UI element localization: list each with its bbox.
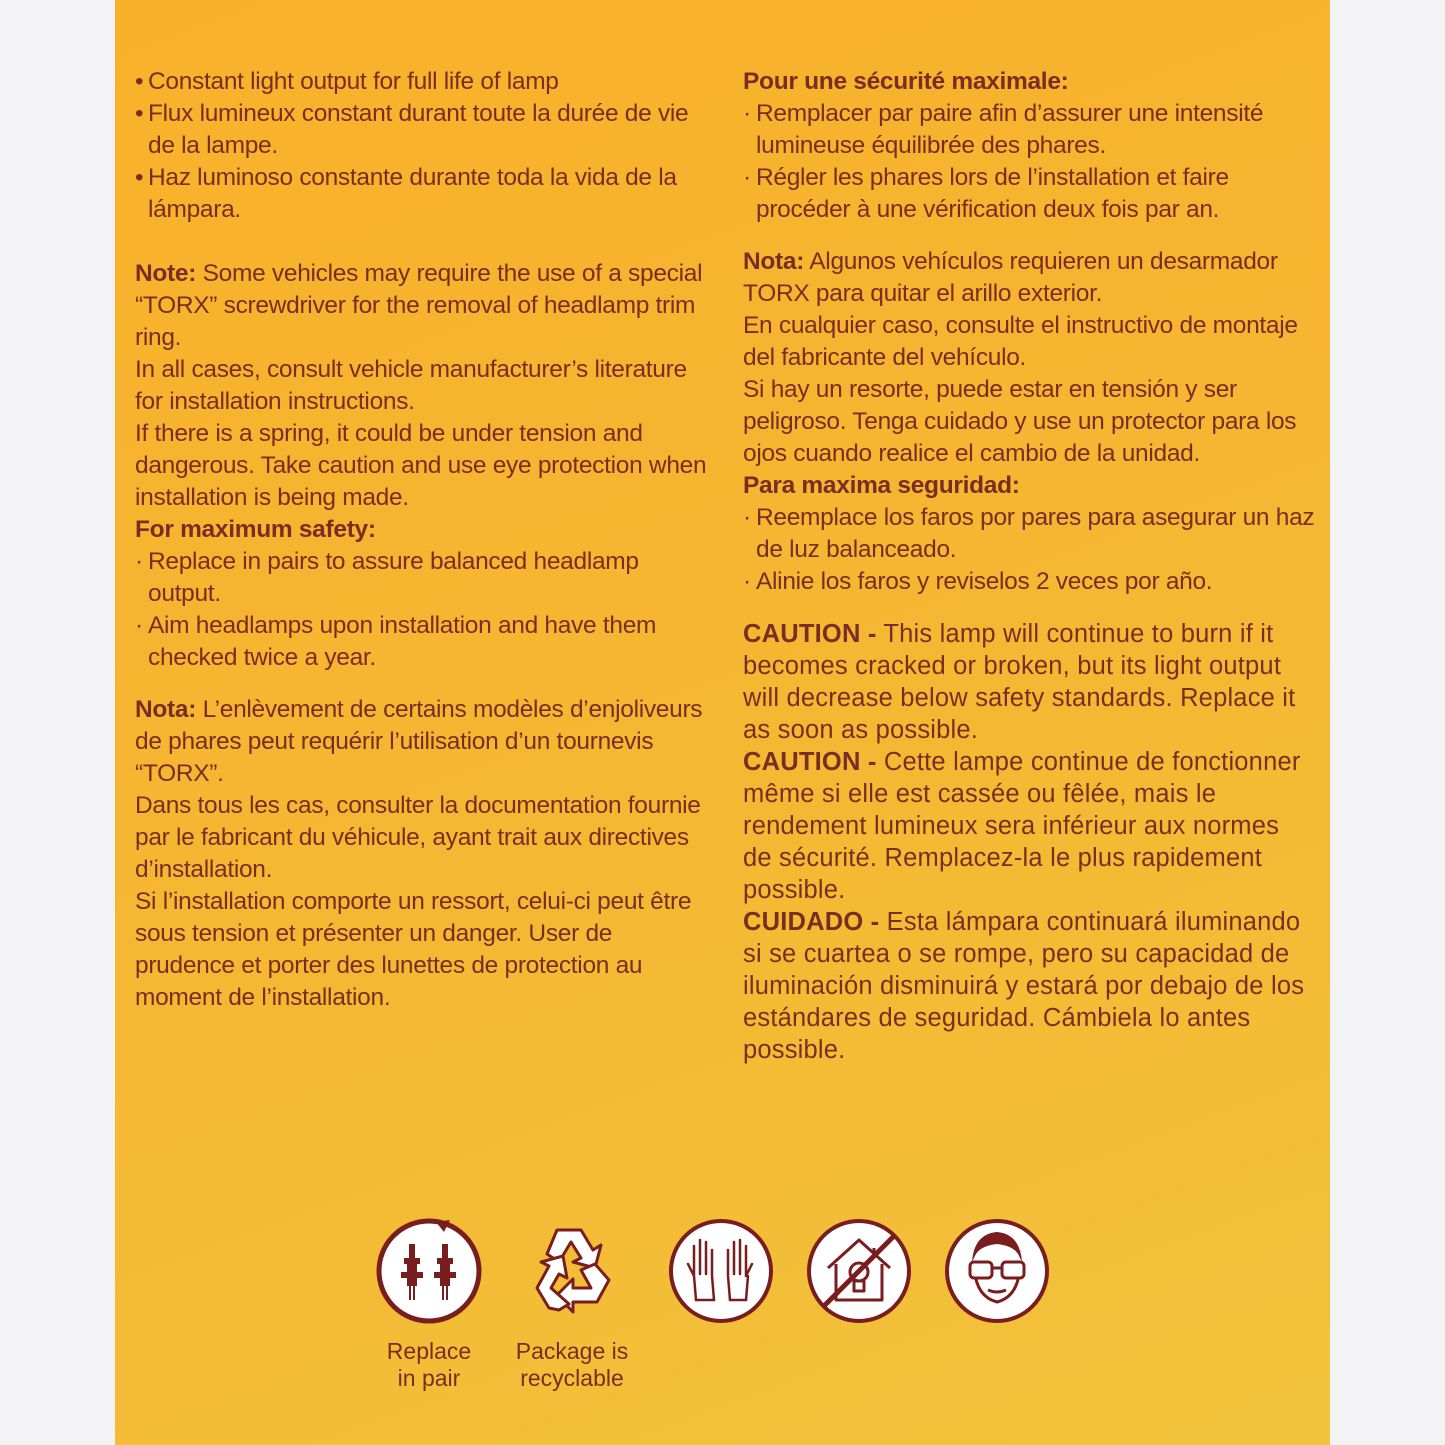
- safety-en-item: · Replace in pairs to assure balanced headlamp output.: [135, 548, 639, 607]
- caution-fr-label: CAUTION -: [743, 748, 877, 776]
- note-es: [743, 246, 1315, 310]
- recycle-label-line-2: recyclable: [520, 1365, 624, 1391]
- note-en: [135, 258, 710, 354]
- caution-en: [743, 618, 1315, 746]
- no-household-use-icon: [806, 1218, 912, 1324]
- note-es-p2: En cualquier caso, consulte el instructivo de montaje del fabricante del vehículo.: [743, 312, 1298, 371]
- note-fr-p2: Dans tous les cas, consulter la documentation fournie par le fabricant du véhicule, ayant trait aux directives d’installation.: [135, 792, 701, 883]
- right-column: [743, 66, 1315, 1066]
- replace-label-line-2: in pair: [397, 1365, 461, 1391]
- note-fr-text: L’enlèvement de certains modèles d’enjoliveurs de phares peut requérir l’utilisation d’un tournevis “TORX”.: [135, 696, 703, 787]
- note-es-p3: Si hay un resorte, puede estar en tensión y ser peligroso. Tenga cuidado y use un protector para los ojos cuando realice el cambio de la unidad.: [743, 376, 1297, 467]
- safety-fr-item: · Régler les phares lors de l’installation et faire procéder à une vérification deux fois par an.: [743, 164, 1229, 223]
- recycle-label: [497, 1338, 647, 1392]
- safety-es-item: · Alinie los faros y reviselos 2 veces por año.: [743, 568, 1213, 595]
- eye-protection-icon: [944, 1218, 1050, 1324]
- left-column: [135, 66, 710, 1014]
- caution-en-text: This lamp will continue to burn if it becomes cracked or broken, but its light output will decrease below safety standards. Replace it as soon as possible.: [743, 620, 1296, 744]
- icon-row: [115, 1218, 1330, 1418]
- gloves-icon: [668, 1218, 774, 1324]
- replace-label-line-1: Replace: [386, 1338, 472, 1364]
- safety-en-title: For maximum safety:: [135, 516, 376, 543]
- recycle-label-line-1: Package is: [515, 1338, 629, 1364]
- safety-en-item: · Aim headlamps upon installation and have them checked twice a year.: [135, 612, 657, 671]
- replace-in-pair-icon: [376, 1218, 482, 1324]
- note-en-p2: In all cases, consult vehicle manufacturer’s literature for installation instructions.: [135, 356, 687, 415]
- note-fr: [135, 694, 710, 790]
- safety-fr-item: · Remplacer par paire afin d’assurer une intensité lumineuse équilibrée des phares.: [743, 100, 1264, 159]
- package-panel: [115, 0, 1330, 1445]
- note-es-label: Nota:: [743, 248, 805, 275]
- note-en-text: Some vehicles may require the use of a special “TORX” screwdriver for the removal of headlamp trim ring.: [135, 260, 703, 351]
- replace-in-pair-label: [354, 1338, 504, 1392]
- safety-es-title: Para maxima seguridad:: [743, 472, 1020, 499]
- feature-item: • Constant light output for full life of lamp: [135, 68, 559, 95]
- note-en-label: Note:: [135, 260, 197, 287]
- note-es-text: Algunos vehículos requieren un desarmador TORX para quitar el arillo exterior.: [743, 248, 1278, 307]
- note-en-p3: If there is a spring, it could be under tension and dangerous. Take caution and use eye protection when installation is being made.: [135, 420, 707, 511]
- note-fr-p3: Si l’installation comporte un ressort, celui-ci peut être sous tension et présenter un danger. User de prudence et porter des lunettes de protection au moment de l’installation.: [135, 888, 692, 1011]
- caution-fr: [743, 746, 1315, 906]
- caution-en-label: CAUTION -: [743, 620, 877, 648]
- caution-es-label: CUIDADO -: [743, 908, 880, 936]
- feature-item: • Flux lumineux constant durant toute la durée de vie de la lampe.: [135, 100, 689, 159]
- safety-fr-title: Pour une sécurité maximale:: [743, 68, 1069, 95]
- feature-item: • Haz luminoso constante durante toda la vida de la lámpara.: [135, 164, 677, 223]
- recycle-icon: [519, 1218, 625, 1324]
- safety-es-item: · Reemplace los faros por pares para asegurar un haz de luz balanceado.: [743, 504, 1315, 563]
- note-fr-label: Nota:: [135, 696, 197, 723]
- caution-fr-text: Cette lampe continue de fonctionner même si elle est cassée ou fêlée, mais le rendement lumineux sera inférieur aux normes de sécurité. Remplacez-la le plus rapidement possible.: [743, 748, 1301, 904]
- caution-es: [743, 906, 1315, 1066]
- caution-es-text: Esta lámpara continuará iluminando si se cuartea o se rompe, pero su capacidad de iluminación disminuirá y estará por debajo de los estándares de seguridad. Cámbiela lo antes possible.: [743, 908, 1305, 1064]
